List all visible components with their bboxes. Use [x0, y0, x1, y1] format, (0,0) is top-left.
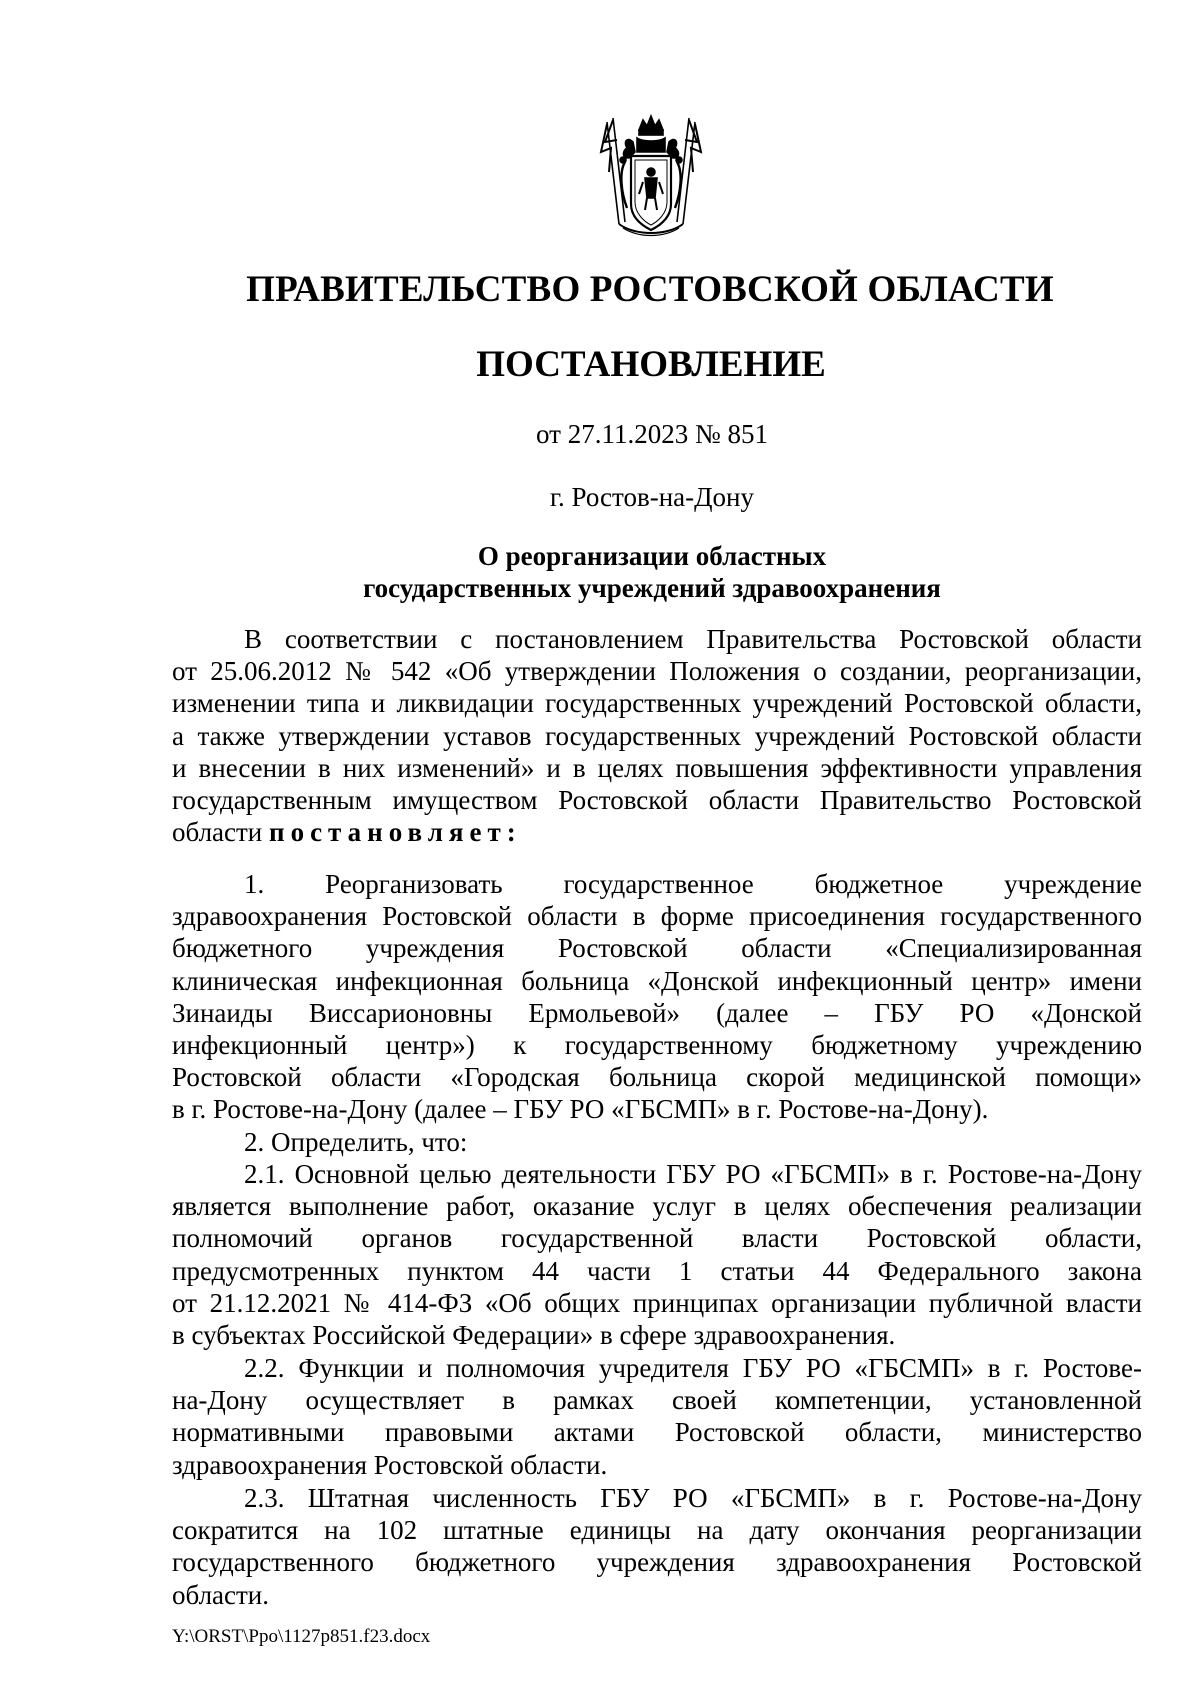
text-fragment: области [172, 817, 263, 848]
text-line: здравоохранения Ростовской области. [172, 1449, 608, 1480]
text-line: и внесении в них изменений» и в целях повышения эффективности управления [172, 752, 1142, 783]
clause-2-1-paragraph [172, 1158, 1142, 1351]
text-line: 2.2. Функции и полномочия учредителя ГБУ РО «ГБСМП» в г. Ростове- [244, 1353, 1142, 1383]
text-line: в г. Ростове-на-Дону (далее – ГБУ РО «ГБСМП» в г. Ростове-на-Дону). [172, 1094, 989, 1125]
subject-line: государственных учреждений здравоохранения [363, 573, 941, 603]
text-line: на-Дону осуществляет в рамках своей компетенции, установленной [172, 1385, 1142, 1416]
text-line: 1. Реорганизовать государственное бюджетное учреждение [244, 869, 1142, 899]
text-line: 2.1. Основной целью деятельности ГБУ РО «ГБСМП» в г. Ростове-на-Дону [244, 1159, 1142, 1189]
text-line: государственного бюджетного учреждения здравоохранения Ростовской [172, 1547, 1142, 1578]
text-line: области. [172, 1579, 270, 1610]
clause-2-paragraph [172, 1126, 1142, 1158]
text-line: полномочий органов государственной власти Ростовской области, [172, 1223, 1142, 1254]
text-line: государственным имуществом Ростовской области Правительство Ростовской [172, 785, 1142, 816]
text-line: от 25.06.2012 № 542 «Об утверждении Положения о создании, реорганизации, [172, 656, 1142, 687]
clause-1-paragraph [172, 868, 1142, 1126]
text-line: инфекционный центр») к государственному бюджетному учреждению [172, 1030, 1142, 1061]
text-line: от 21.12.2021 № 414-ФЗ «Об общих принципах организации публичной власти [172, 1287, 1142, 1318]
text-line: клиническая инфекционная больница «Донской инфекционный центр» имени [172, 965, 1142, 996]
coat-of-arms-icon [599, 112, 703, 240]
government-title: ПРАВИТЕЛЬСТВО РОСТОВСКОЙ ОБЛАСТИ [246, 269, 1054, 310]
text-line: сократится на 102 штатные единицы на дату окончания реорганизации [172, 1515, 1142, 1546]
text-line: нормативными правовыми актами Ростовской области, министерство [172, 1417, 1142, 1448]
text-line: в субъектах Российской Федерации» в сфере здравоохранения. [172, 1320, 896, 1351]
subject-line: О реорганизации областных [477, 541, 827, 571]
clause-2-3-paragraph [172, 1482, 1142, 1611]
text-line: предусмотренных пунктом 44 части 1 статьи 44 Федерального закона [172, 1255, 1142, 1286]
text-line: изменении типа и ликвидации государственных учреждений Ростовской области, [172, 688, 1142, 719]
text-line: Ростовской области «Городская больница скорой медицинской помощи» [172, 1062, 1142, 1093]
text-line: Зинаиды Виссарионовны Ермольевой» (далее – ГБУ РО «Донской [172, 997, 1142, 1028]
text-line: 2.3. Штатная численность ГБУ РО «ГБСМП» в г. Ростове-на-Дону [244, 1483, 1142, 1513]
text-line: 2. Определить, что: [244, 1127, 468, 1157]
footer-file-path: Y:\ORST\Ppo\1127p851.f23.docx [172, 1626, 431, 1647]
text-line: а также утверждении уставов государственных учреждений Ростовской области [172, 720, 1142, 751]
clause-2-2-paragraph [172, 1352, 1142, 1481]
text-line: бюджетного учреждения Ростовской области «Специализированная [172, 933, 1142, 964]
document-type: ПОСТАНОВЛЕНИЕ [476, 344, 826, 385]
preamble-paragraph [172, 623, 1142, 848]
decree-word: постановляет: [269, 817, 522, 848]
document-date-number: от 27.11.2023 № 851 [536, 419, 768, 449]
text-line: здравоохранения Ростовской области в форме присоединения государственного [172, 901, 1142, 932]
text-line: В соответствии с постановлением Правительства Ростовской области [244, 624, 1142, 654]
document-city: г. Ростов-на-Дону [549, 482, 754, 512]
text-line [172, 816, 1142, 848]
document-subject [0, 540, 1200, 604]
text-line: является выполнение работ, оказание услуг в целях обеспечения реализации [172, 1191, 1142, 1222]
